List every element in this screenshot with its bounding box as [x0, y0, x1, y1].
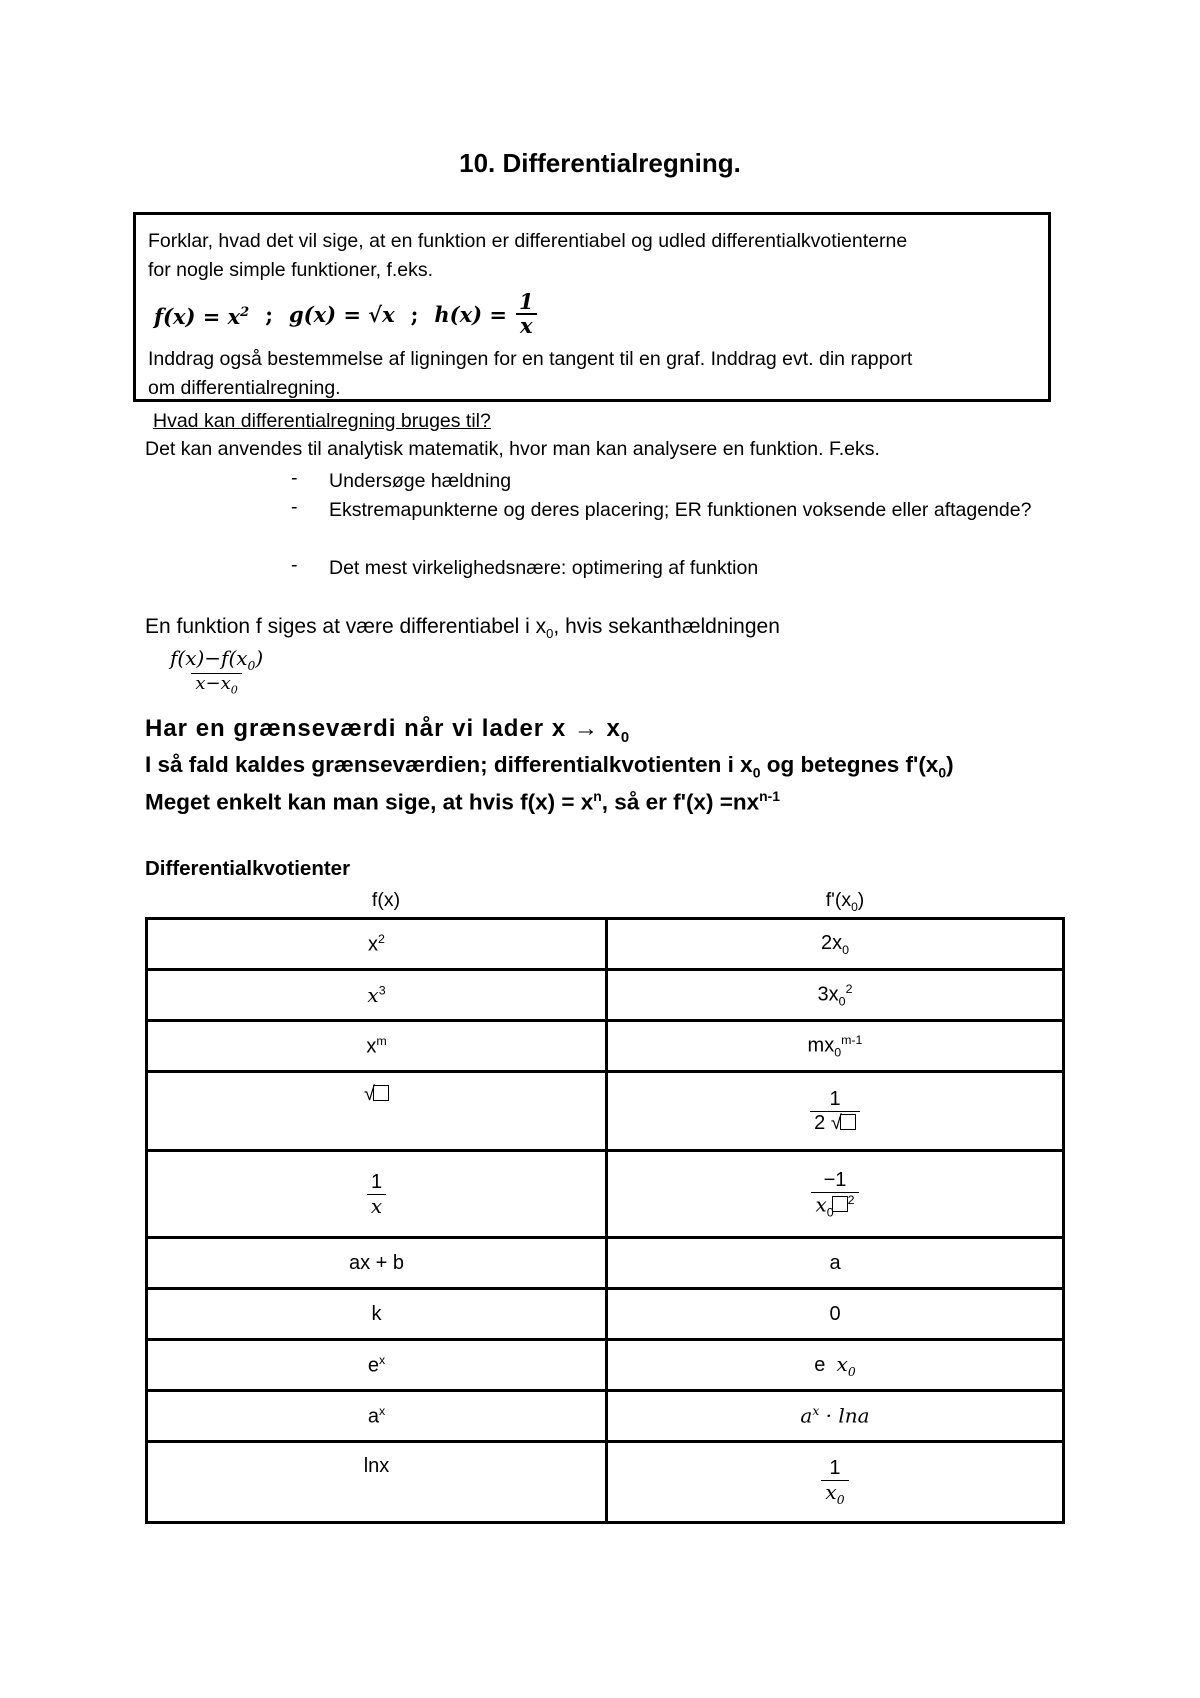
formula-f: $f(x) = x^2$ — [154, 303, 250, 329]
page-title: 10. Differentialregning. — [459, 148, 741, 178]
formula-separator: ; — [265, 301, 273, 327]
cell-derivative: e $x_0$ — [607, 1340, 1064, 1391]
cell-function: lnx — [147, 1442, 607, 1523]
table-row — [147, 1238, 1064, 1289]
cell-function: $x^3$ — [147, 970, 607, 1021]
task-line-2: for nogle simple funktioner, f.eks. — [148, 259, 434, 281]
formula-separator: ; — [410, 301, 419, 327]
column-header-derivative: $f'(x_0)$ — [825, 889, 865, 914]
placeholder-box-icon — [373, 1085, 389, 1101]
cell-derivative: $mx_0^{m-1}$ — [607, 1021, 1064, 1072]
table-row — [147, 1151, 1064, 1238]
placeholder-box-icon — [832, 1196, 848, 1212]
cell-derivative: $\frac{1}{2 √}$ — [607, 1072, 1064, 1151]
question-heading: Hvad kan differentialregning bruges til? — [153, 410, 491, 432]
cell-derivative: 0 — [607, 1289, 1064, 1340]
power-rule: Meget enkelt kan man sige, at hvis $f(x) = x^n$, så er $f'(x) =nx^{n-1}$ — [145, 788, 780, 815]
task-formulas — [154, 285, 1038, 343]
task-line-1: Forklar, hvad det vil sige, at en funktion er differentiabel og udled differentialkvotienterne — [148, 230, 908, 252]
formula-g: g(x) = √x — [289, 301, 395, 327]
table-row — [147, 1340, 1064, 1391]
cell-function: ax + b — [147, 1238, 607, 1289]
table-row — [147, 1289, 1064, 1340]
cell-function: $e^x$ — [147, 1340, 607, 1391]
intro-text: Det kan anvendes til analytisk matematik, hvor man kan analysere en funktion. F.eks. — [145, 438, 880, 460]
formula-h: h(x) = — [434, 301, 507, 327]
table-row — [147, 1442, 1064, 1523]
cell-function: $a^x$ — [147, 1391, 607, 1442]
cell-derivative: $\frac{1}{x_0}$ — [607, 1442, 1064, 1523]
task-line-3: Inddrag også bestemmelse af ligningen for en tangent til en graf. Inddrag evt. din rapport — [148, 348, 913, 370]
cell-function: $x^m$ — [147, 1021, 607, 1072]
table-heading: Differentialkvotienter — [145, 857, 351, 880]
table-row — [147, 1391, 1064, 1442]
placeholder-box-icon — [840, 1114, 856, 1130]
cell-derivative: $2x_0$ — [607, 919, 1064, 970]
task-line-4: om differentialregning. — [148, 377, 341, 399]
cell-function: $\frac{1}{x}$ — [147, 1151, 607, 1238]
table-row — [147, 1072, 1064, 1151]
cell-function: √ — [147, 1072, 607, 1151]
secant-fraction: $\frac{f(x)-f(x_0)}{x-x_0}$ — [170, 646, 264, 697]
cell-function: $x^2$ — [147, 919, 607, 970]
cell-derivative: a — [607, 1238, 1064, 1289]
table-row — [147, 1021, 1064, 1072]
cell-derivative: $3x_0^2$ — [607, 970, 1064, 1021]
task-box — [133, 212, 1051, 402]
cell-derivative: $\frac{-1}{x_0^2}$ — [607, 1151, 1064, 1238]
cell-function: k — [147, 1289, 607, 1340]
cell-derivative: $a^x \cdot \ln a$ — [607, 1391, 1064, 1442]
derivatives-table — [145, 917, 1065, 1524]
formula-h-fraction: $\frac{1}{x}$ — [515, 291, 538, 337]
definition-text: En funktion f siges at være differentiabel i $x_0$, hvis sekanthældningen — [145, 615, 780, 642]
limit-statement: Har en grænseværdi når vi lader $x \to x_0$ — [145, 715, 631, 746]
derivative-definition: I så fald kaldes grænseværdien; differentialkvotienten i $x_0$ og betegnes $f'(x_0)$ — [145, 752, 954, 781]
table-row — [147, 919, 1064, 970]
table-row — [147, 970, 1064, 1021]
column-header-f: f(x) — [371, 889, 401, 911]
